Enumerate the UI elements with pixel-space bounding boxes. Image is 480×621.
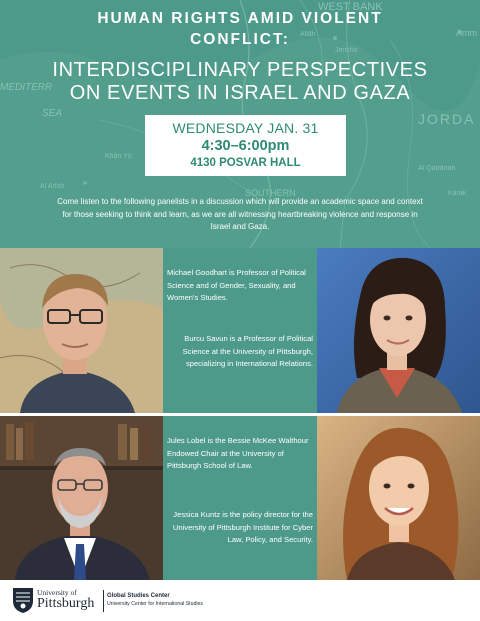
event-details-box — [145, 115, 346, 176]
panelist-bio-goodhart: Michael Goodhart is Professor of Political Science and of Gender, Sexuality, and Women's Studies. — [167, 268, 306, 302]
event-title — [0, 8, 480, 50]
map-label-southern: SOUTHERN — [245, 188, 296, 198]
map-label-jericho: Jericho — [335, 47, 358, 54]
university-name-small: University of — [37, 588, 77, 597]
event-title-line-2: CONFLICT: — [190, 31, 290, 48]
university-shield-icon — [12, 587, 34, 614]
footer-divider — [103, 590, 104, 612]
event-date: WEDNESDAY JAN. 31 — [172, 120, 319, 136]
panelist-bio-kuntz: Jessica Kuntz is the policy director for the University of Pittsburgh Institute for Cyber Law, Policy, and Security. — [172, 510, 313, 544]
panelist-photo-lobel — [0, 416, 163, 580]
panelist-photo-goodhart — [0, 248, 163, 413]
event-subtitle — [0, 59, 480, 105]
map-label-allah: Allāh — [300, 31, 316, 38]
map-label-khan-yunis: Khān Yū — [105, 153, 132, 160]
event-description: Come listen to the following panelists in a discussion which will provide an academic space and context for those seeking to think and learn, as we are all witnessing heartbreaking violence and response in Israel and Gaza. — [57, 197, 423, 231]
map-label-west-bank: WEST BANK — [318, 1, 383, 13]
photo-divider — [0, 413, 480, 416]
center-subtitle: University Center for International Studies — [107, 601, 204, 607]
event-subtitle-line-2: ON EVENTS IN ISRAEL AND GAZA — [69, 82, 411, 104]
map-label-jordan: JORDA — [418, 111, 476, 127]
map-label-amman: Amm — [456, 28, 477, 38]
event-location: 4130 POSVAR HALL — [190, 157, 301, 169]
map-label-al-arish: Al Arīsh — [40, 183, 65, 190]
panelist-bio-savun: Burcu Savun is a Professor of Political Science at the University of Pittsburgh, specializing in International Relations. — [182, 334, 313, 368]
event-time: 4:30–6:00pm — [201, 138, 290, 154]
panelist-bio-lobel: Jules Lobel is the Bessie McKee Walthour Endowed Chair at the University of Pittsburgh School of Law. — [167, 436, 309, 470]
panelist-photo-savun — [317, 248, 480, 413]
footer — [0, 580, 480, 621]
map-label-sea: SEA — [42, 108, 63, 119]
panelist-photo-kuntz — [317, 416, 480, 580]
event-title-line-1: HUMAN RIGHTS AMID VIOLENT — [97, 10, 383, 27]
event-subtitle-line-1: INTERDISCIPLINARY PERSPECTIVES — [52, 59, 428, 81]
university-name: Pittsburgh — [37, 596, 95, 611]
center-name: Global Studies Center — [107, 593, 170, 599]
map-label-mediterranean: MEDITERR — [0, 82, 53, 93]
map-label-karak: Karak — [448, 190, 467, 197]
map-label-al-qatranah: Al Qaṭrānah — [418, 165, 456, 172]
